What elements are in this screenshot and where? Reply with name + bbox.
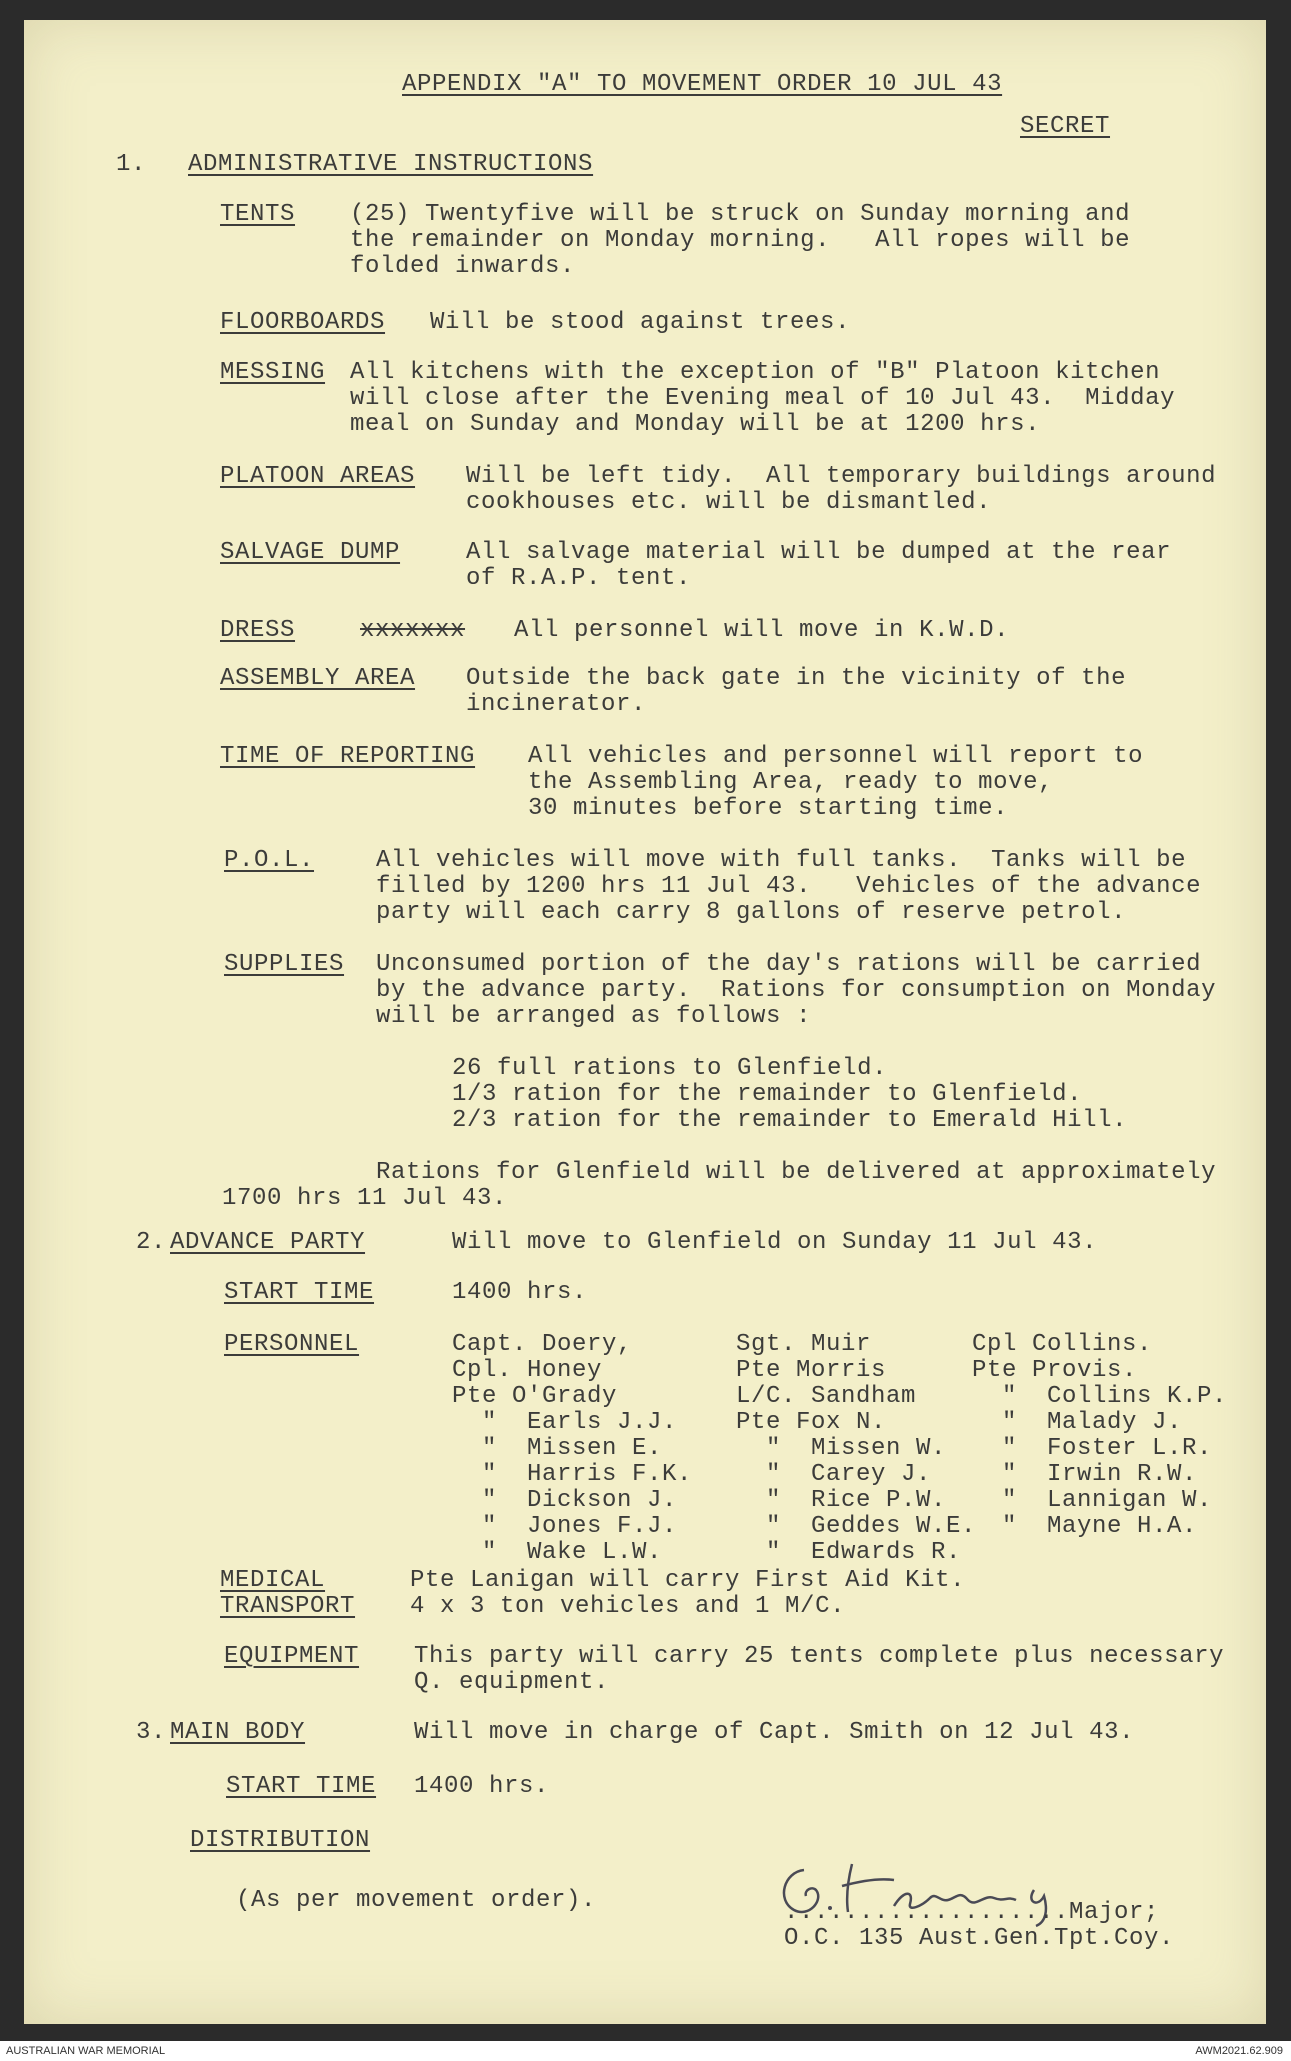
- tents-line-2: the remainder on Monday morning. All ropes will be: [350, 227, 1131, 254]
- personnel-entry: " Lannigan W.: [972, 1487, 1213, 1514]
- equipment-line-2: Q. equipment.: [414, 1669, 610, 1696]
- section-1-number: 1.: [116, 151, 147, 178]
- archive-footer: [0, 2041, 1291, 2061]
- personnel-entry: " Edwards R.: [736, 1539, 962, 1566]
- personnel-entry: " Carey J.: [736, 1461, 932, 1488]
- personnel-entry: " Irwin R.W.: [972, 1461, 1198, 1488]
- supplies-list-item: 2/3 ration for the remainder to Emerald Hill.: [452, 1107, 1128, 1134]
- time-of-reporting-label: TIME OF REPORTING: [220, 743, 476, 770]
- tents-label: TENTS: [220, 201, 296, 228]
- personnel-entry: " Malady J.: [972, 1409, 1183, 1436]
- supplies-list-item: 1/3 ration for the remainder to Glenfield.: [452, 1081, 1083, 1108]
- floorboards-label: FLOORBOARDS: [220, 309, 386, 336]
- advance-party-text: Will move to Glenfield on Sunday 11 Jul 43.: [452, 1229, 1098, 1256]
- section-1-heading: ADMINISTRATIVE INSTRUCTIONS: [188, 151, 594, 178]
- personnel-label: PERSONNEL: [224, 1331, 360, 1358]
- personnel-entry: " Mayne H.A.: [972, 1513, 1198, 1540]
- time-of-reporting-line-2: the Assembling Area, ready to move,: [528, 769, 1054, 796]
- supplies-line-1: Unconsumed portion of the day's rations will be carried: [376, 951, 1202, 978]
- assembly-area-label: ASSEMBLY AREA: [220, 665, 416, 692]
- messing-label: MESSING: [220, 359, 326, 386]
- main-start-time-label: START TIME: [226, 1773, 377, 1800]
- section-3-number: 3.: [136, 1719, 167, 1746]
- personnel-entry: " Jones F.J.: [452, 1513, 678, 1540]
- pol-label: P.O.L.: [224, 847, 315, 874]
- supplies-label: SUPPLIES: [224, 951, 345, 978]
- supplies-line-2: by the advance party. Rations for consumption on Monday: [376, 977, 1217, 1004]
- supplies-line-3: will be arranged as follows :: [376, 1003, 812, 1030]
- personnel-entry: " Earls J.J.: [452, 1409, 678, 1436]
- tents-line-1: (25) Twentyfive will be struck on Sunday morning and: [350, 201, 1131, 228]
- personnel-entry: " Harris F.K.: [452, 1461, 693, 1488]
- pol-line-3: party will each carry 8 gallons of reserve petrol.: [376, 899, 1127, 926]
- salvage-dump-line-2: of R.A.P. tent.: [466, 565, 692, 592]
- advance-start-time-text: 1400 hrs.: [452, 1279, 588, 1306]
- platoon-areas-line-1: Will be left tidy. All temporary buildings around: [466, 463, 1217, 490]
- distribution-label: DISTRIBUTION: [190, 1827, 371, 1854]
- equipment-label: EQUIPMENT: [224, 1643, 360, 1670]
- archive-name: AUSTRALIAN WAR MEMORIAL: [6, 2045, 166, 2057]
- distribution-text: (As per movement order).: [236, 1887, 597, 1914]
- dress-struck-text: xxxxxxx: [360, 617, 466, 644]
- personnel-entry: " Collins K.P.: [972, 1383, 1228, 1410]
- section-3-heading: MAIN BODY: [170, 1719, 306, 1746]
- salvage-dump-line-1: All salvage material will be dumped at the rear: [466, 539, 1172, 566]
- classification-marking: SECRET: [1020, 113, 1111, 140]
- personnel-entry: Pte Fox N.: [736, 1409, 887, 1436]
- pol-line-1: All vehicles will move with full tanks. Tanks will be: [376, 847, 1187, 874]
- personnel-entry: " Missen E.: [452, 1435, 663, 1462]
- signature-title: O.C. 135 Aust.Gen.Tpt.Coy.: [784, 1925, 1175, 1952]
- time-of-reporting-line-3: 30 minutes before starting time.: [528, 795, 1009, 822]
- platoon-areas-label: PLATOON AREAS: [220, 463, 416, 490]
- dress-label: DRESS: [220, 617, 296, 644]
- main-body-text: Will move in charge of Capt. Smith on 12 Jul 43.: [414, 1719, 1135, 1746]
- personnel-entry: Cpl. Honey: [452, 1357, 603, 1384]
- main-start-time-text: 1400 hrs.: [414, 1773, 550, 1800]
- supplies-note-line-1: Rations for Glenfield will be delivered at approximately: [376, 1159, 1217, 1186]
- section-2-number: 2.: [136, 1229, 167, 1256]
- messing-line-2: will close after the Evening meal of 10 Jul 43. Midday: [350, 385, 1176, 412]
- personnel-entry: Capt. Doery,: [452, 1331, 633, 1358]
- personnel-entry: " Rice P.W.: [736, 1487, 947, 1514]
- section-2-heading: ADVANCE PARTY: [170, 1229, 366, 1256]
- document-page: [24, 20, 1266, 2024]
- floorboards-text: Will be stood against trees.: [430, 309, 851, 336]
- personnel-entry: Pte Provis.: [972, 1357, 1138, 1384]
- personnel-entry: Pte Morris: [736, 1357, 887, 1384]
- supplies-list-item: 26 full rations to Glenfield.: [452, 1055, 888, 1082]
- messing-line-3: meal on Sunday and Monday will be at 1200 hrs.: [350, 411, 1041, 438]
- tents-line-3: folded inwards.: [350, 253, 576, 280]
- assembly-area-line-1: Outside the back gate in the vicinity of the: [466, 665, 1127, 692]
- personnel-entry: " Geddes W.E.: [736, 1513, 977, 1540]
- personnel-entry: L/C. Sandham: [736, 1383, 917, 1410]
- document-title: APPENDIX "A" TO MOVEMENT ORDER 10 JUL 43: [402, 71, 1003, 98]
- personnel-entry: " Missen W.: [736, 1435, 947, 1462]
- platoon-areas-line-2: cookhouses etc. will be dismantled.: [466, 489, 992, 516]
- personnel-entry: Sgt. Muir: [736, 1331, 872, 1358]
- transport-label: TRANSPORT: [220, 1593, 356, 1620]
- pol-line-2: filled by 1200 hrs 11 Jul 43. Vehicles of the advance: [376, 873, 1202, 900]
- medical-label: MEDICAL: [220, 1567, 326, 1594]
- messing-line-1: All kitchens with the exception of "B" Platoon kitchen: [350, 359, 1161, 386]
- salvage-dump-label: SALVAGE DUMP: [220, 539, 401, 566]
- medical-text: Pte Lanigan will carry First Aid Kit.: [410, 1567, 966, 1594]
- personnel-entry: " Foster L.R.: [972, 1435, 1213, 1462]
- personnel-entry: Pte O'Grady: [452, 1383, 618, 1410]
- transport-text: 4 x 3 ton vehicles and 1 M/C.: [410, 1593, 846, 1620]
- archive-reference: AWM2021.62.909: [1195, 2045, 1283, 2057]
- equipment-line-1: This party will carry 25 tents complete plus necessary: [414, 1643, 1225, 1670]
- advance-start-time-label: START TIME: [224, 1279, 375, 1306]
- personnel-entry: " Dickson J.: [452, 1487, 678, 1514]
- time-of-reporting-line-1: All vehicles and personnel will report to: [528, 743, 1144, 770]
- assembly-area-line-2: incinerator.: [466, 691, 647, 718]
- personnel-entry: " Wake L.W.: [452, 1539, 663, 1566]
- personnel-entry: Cpl Collins.: [972, 1331, 1153, 1358]
- signature-line: ...................Major;: [784, 1899, 1160, 1926]
- dress-text: All personnel will move in K.W.D.: [514, 617, 1010, 644]
- supplies-note-line-2: 1700 hrs 11 Jul 43.: [222, 1185, 508, 1212]
